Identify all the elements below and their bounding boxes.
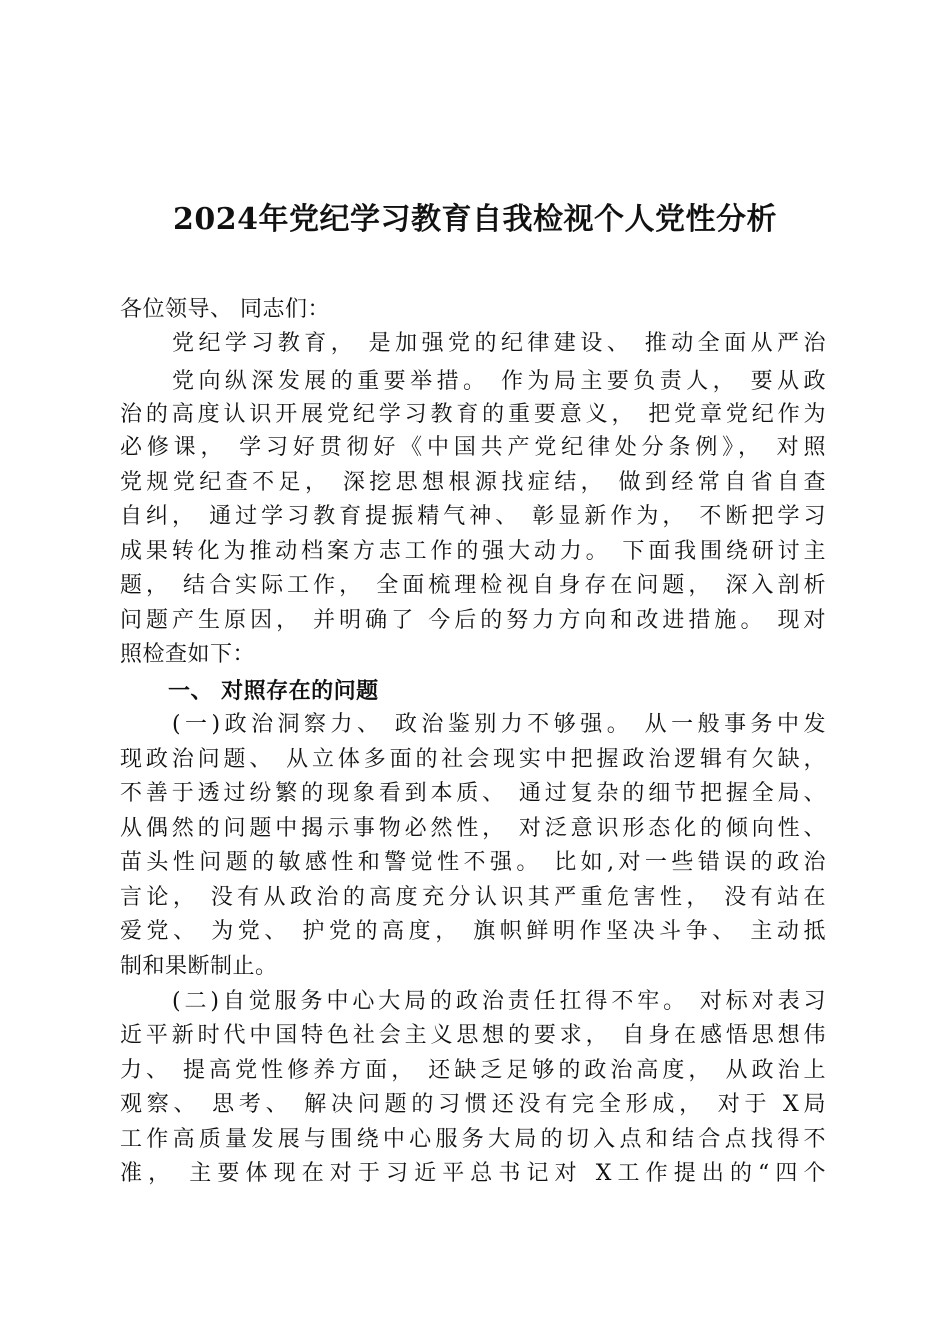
body-line: 自纠， 通过学习教育提振精气神、 彰显新作为， 不断把学习 (120, 504, 826, 529)
body-line: 党纪学习教育， 是加强党的纪律建设、 推动全面从严治 (172, 331, 826, 356)
body-line: 爱党、 为党、 护党的高度， 旗帜鲜明作坚决斗争、 主动抵 (120, 919, 826, 944)
body-line: 题， 结合实际工作， 全面梳理检视自身存在问题， 深入剖析 (120, 573, 826, 598)
body-line: 力、 提高党性修养方面， 还缺乏足够的政治高度， 从政治上 (120, 1058, 826, 1083)
body-line: 党向纵深发展的重要举措。 作为局主要负责人， 要从政 (172, 369, 826, 394)
body-line: 准， 主要体现在对于习近平总书记对 X工作提出的“四个 (120, 1161, 826, 1186)
body-line: 治的高度认识开展党纪学习教育的重要意义， 把党章党纪作为 (120, 402, 826, 427)
body-line: (一)政治洞察力、 政治鉴别力不够强。 从一般事务中发 (172, 712, 826, 737)
body-line: 必修课， 学习好贯彻好《中国共产党纪律处分条例》， 对照 (120, 435, 826, 460)
body-line: (二)自觉服务中心大局的政治责任扛得不牢。 对标对表习 (172, 989, 826, 1014)
body-line: 从偶然的问题中揭示事物必然性， 对泛意识形态化的倾向性、 (120, 816, 826, 841)
body-line: 不善于透过纷繁的现象看到本质、 通过复杂的细节把握全局、 (120, 781, 826, 806)
body-line: 工作高质量发展与围绕中心服务大局的切入点和结合点找得不 (120, 1127, 826, 1152)
body-line: 照检查如下： (120, 642, 256, 667)
body-line: 现政治问题、 从立体多面的社会现实中把握政治逻辑有欠缺， (120, 747, 826, 772)
body-line: 苗头性问题的敏感性和警觉性不强。 比如,对一些错误的政治 (120, 850, 826, 875)
body-line: 近平新时代中国特色社会主义思想的要求， 自身在感悟思想伟 (120, 1023, 826, 1048)
body-line: 党规党纪查不足， 深挖思想根源找症结， 做到经常自省自查 (120, 470, 826, 495)
body-line: 观察、 思考、 解决问题的习惯还没有完全形成， 对于 X局 (120, 1092, 826, 1117)
body-line: 成果转化为推动档案方志工作的强大动力。 下面我围绕研讨主 (120, 539, 826, 564)
body-line: 问题产生原因， 并明确了 今后的努力方向和改进措施。 现对 (120, 608, 826, 633)
salutation: 各位领导、 同志们： (120, 297, 330, 322)
body-line: 制和果断制止。 (120, 954, 278, 979)
page-title: 2024年党纪学习教育自我检视个人党性分析 (173, 202, 777, 237)
body-line: 言论， 没有从政治的高度充分认识其严重危害性， 没有站在 (120, 885, 826, 910)
section-heading: 一、 对照存在的问题 (168, 678, 379, 704)
